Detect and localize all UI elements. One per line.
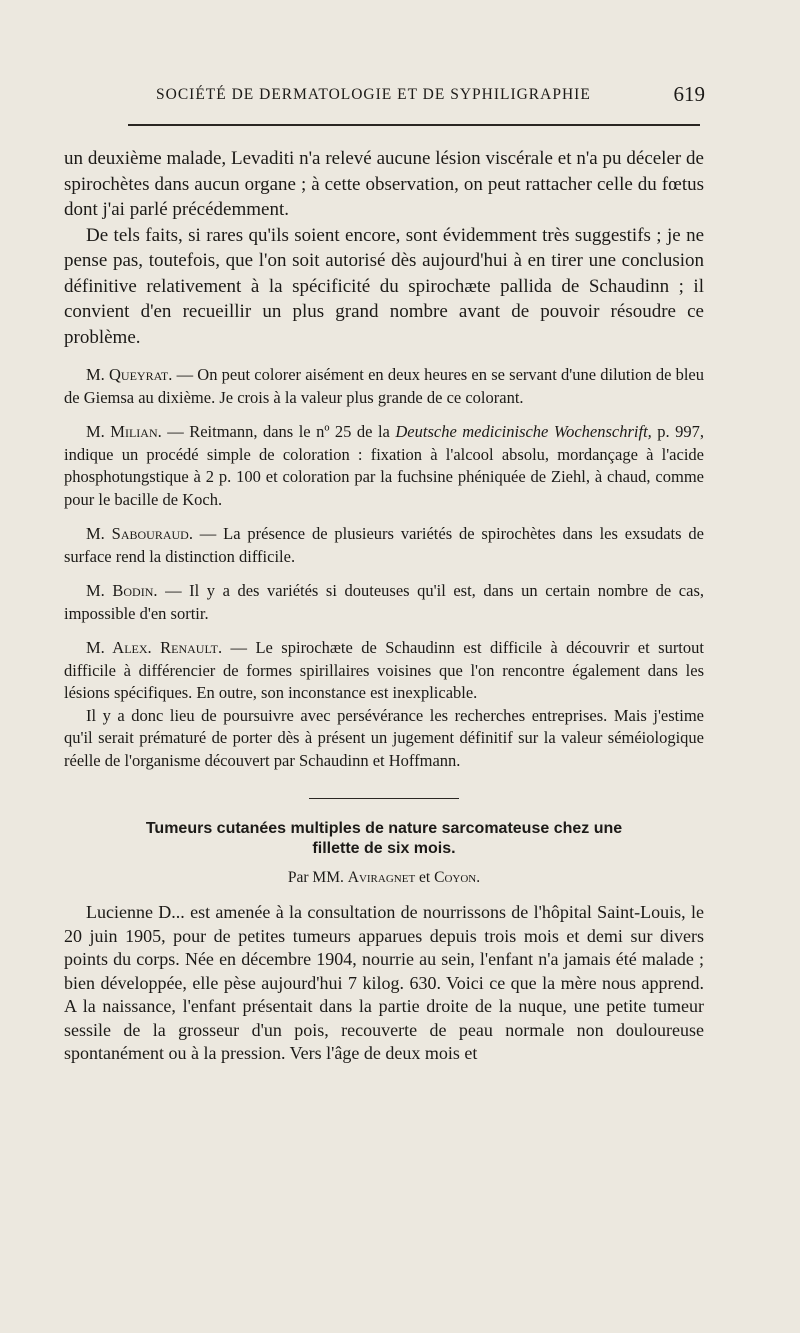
article-title-line1: Tumeurs cutanées multiples de nature sarcomateuse chez une [145, 820, 623, 837]
journal-title: Deutsche medicinische Wochenschrift, [395, 422, 652, 441]
comment-text: p. 997, indique un procédé simple de coloration : fixation à l'alcool absolu, mordançage à l'acide phosphotungstique à 2 p. 100 et coloration par la fuchsine phéniquée de Ziehl, à chaud, comme pour le bacille de Koch. [64, 422, 705, 509]
speaker-name: M. Queyrat. [86, 365, 173, 384]
comment-text: — Le spirochæte de Schaudinn est difficile à découvrir et surtout difficile à différencier de formes spirillaires voisines que l'on rencontre également dans les lésions spécifiques. En outre, son inconstance est inexplicable. [64, 638, 704, 702]
comment-renault-continued: Il y a donc lieu de poursuivre avec persévérance les recherches entreprises. Mais j'estime qu'il serait prématuré de porter dès à présent un jugement définitif sur la valeur séméiologique réelle de l'organisme découvert par Schaudinn et Hoffmann. [64, 705, 704, 770]
comment-milian [64, 421, 704, 511]
comment-bodin [64, 580, 704, 625]
comment-sabouraud [64, 523, 704, 568]
comment-text: — On peut colorer aisément en deux heures en se servant d'une dilution de bleu de Giemsa au dixième. Je crois à la valeur plus grande de ce colorant. [64, 365, 705, 407]
article-title-line2: fillette de six mois. [312, 840, 456, 857]
byline-prefix: Par MM. [287, 869, 348, 886]
speaker-name: M. Bodin. [86, 581, 158, 600]
comment-renault [64, 637, 704, 705]
paragraph-conclusion: De tels faits, si rares qu'ils soient encore, sont évidemment très suggestifs ; je ne pense pas, toutefois, que l'on soit autorisé dès aujourd'hui à en tirer une conclusion définitive relativement à la spécificité du spirochæte pallida de Schaudinn ; il convient d'en recueillir un plus grand nombre avant de pouvoir résoudre ce problème. [64, 224, 704, 348]
author-aviragnet: Aviragnet [347, 869, 416, 886]
comment-text: — Il y a des variétés si douteuses qu'il est, dans un certain nombre de cas, impossible d'en sortir. [64, 581, 704, 623]
byline-end: . [476, 869, 481, 886]
page-number: 619 [673, 82, 705, 106]
comment-text: — Reitmann, dans le nº 25 de la [161, 422, 396, 441]
header-rule [128, 124, 700, 126]
speaker-name: M. Alex. Renault. [86, 638, 223, 657]
section-separator [309, 798, 459, 799]
running-title: SOCIÉTÉ DE DERMATOLOGIE ET DE SYPHILIGRAPHIE [156, 86, 591, 103]
speaker-name: M. Milian. [86, 422, 162, 441]
byline [64, 869, 704, 887]
paragraph-continuation: un deuxième malade, Levaditi n'a relevé aucune lésion viscérale et n'a pu déceler de spirochètes dans aucun organe ; à cette observation, on peut rattacher celle du fœtus dont j'ai parlé précédemment. [64, 148, 704, 220]
author-coyon: Coyon [434, 869, 477, 886]
comment-queyrat [64, 364, 704, 409]
speaker-name: M. Sabouraud. [86, 524, 193, 543]
article-title [64, 819, 704, 859]
article-body: Lucienne D... est amenée à la consultation de nourrissons de l'hôpital Saint-Louis, le 20 juin 1905, pour de petites tumeurs apparues depuis trois mois et demi sur divers points du corps. Née en décembre 1904, nourrie au sein, l'enfant n'a jamais été malade ; bien développée, elle pèse aujourd'hui 7 kilog. 630. Voici ce que la mère nous apprend. A la naissance, l'enfant présentait dans la partie droite de la nuque, une petite tumeur sessile de la grosseur d'un pois, recouverte de peau normale non douloureuse spontanément ou à la pression. Vers l'âge de deux mois et [64, 902, 704, 1063]
comment-text: — La présence de plusieurs variétés de spirochètes dans les exsudats de surface rend la distinction difficile. [64, 524, 704, 566]
page-body [64, 146, 704, 1066]
byline-and: et [415, 869, 435, 886]
